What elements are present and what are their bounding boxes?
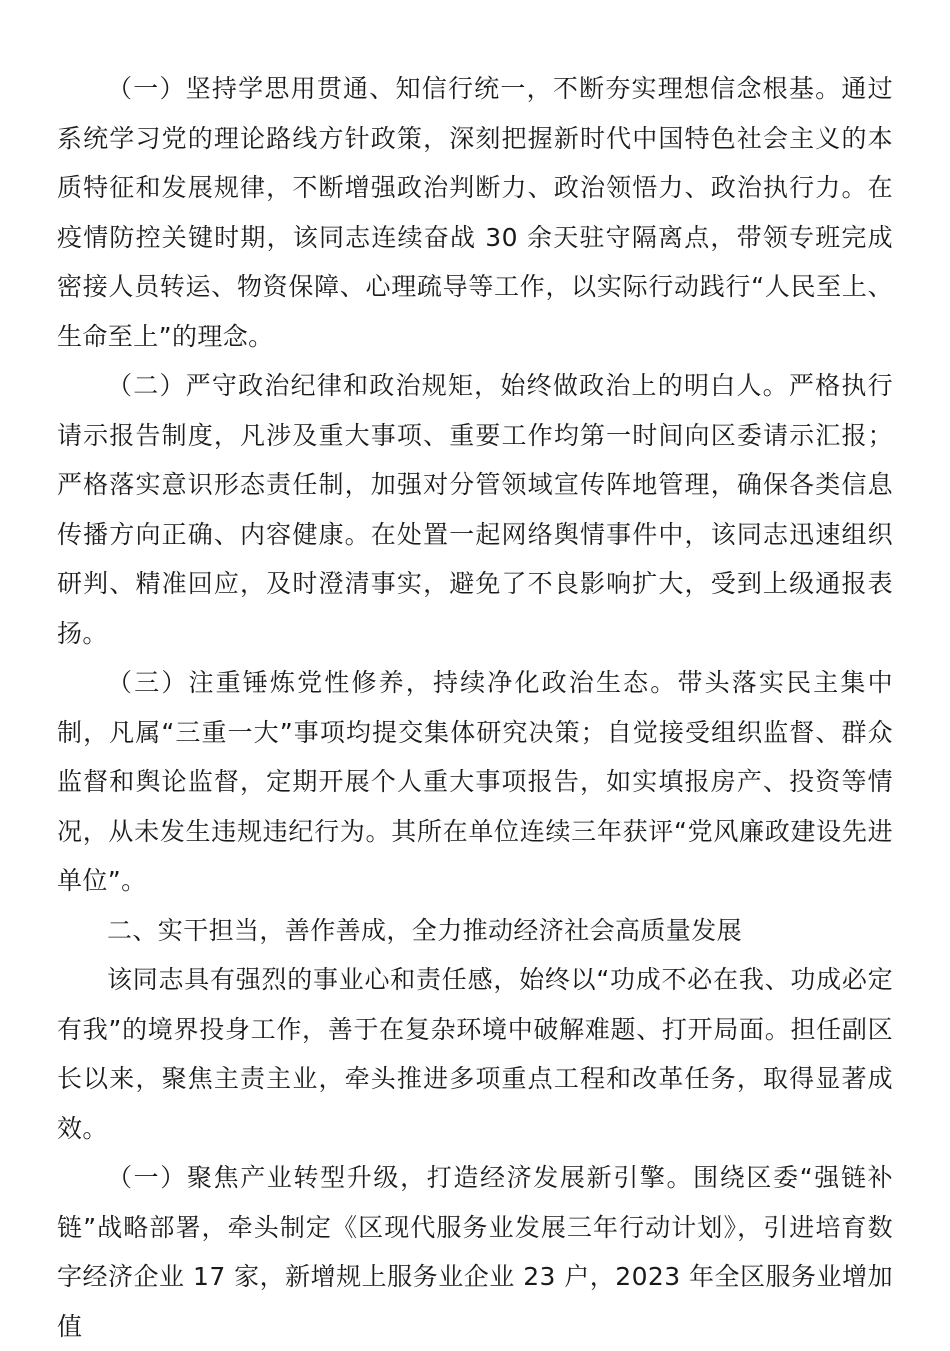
document-body [57,64,893,1351]
paragraph-section-two-intro: 该同志具有强烈的事业心和责任感，始终以“功成不必在我、功成必定有我”的境界投身工作，善于在复杂环境中破解难题、打开局面。担任副区长以来，聚焦主责主业，牵头推进多项重点工程和改革任务，取得显著成效。 [57,965,893,1143]
paragraph-political-discipline: （二）严守政治纪律和政治规矩，始终做政治上的明白人。严格执行请示报告制度，凡涉及重大事项、重要工作均第一时间向区委请示汇报；严格落实意识形态责任制，加强对分管领域宣传阵地管理，确保各类信息传播方向正确、内容健康。在处置一起网络舆情事件中，该同志迅速组织研判、精准回应，及时澄清事实，避免了不良影响扩大，受到上级通报表扬。 [57,371,893,648]
paragraph-party-spirit: （三）注重锤炼党性修养，持续净化政治生态。带头落实民主集中制，凡属“三重一大”事项均提交集体研究决策；自觉接受组织监督、群众监督和舆论监督，定期开展个人重大事项报告，如实填报房产、投资等情况，从未发生违规违纪行为。其所在单位连续三年获评“党风廉政建设先进单位”。 [57,668,893,895]
paragraph-political-belief: （一）坚持学思用贯通、知信行统一，不断夯实理想信念根基。通过系统学习党的理论路线方针政策，深刻把握新时代中国特色社会主义的本质特征和发展规律，不断增强政治判断力、政治领悟力、政治执行力。在疫情防控关键时期，该同志连续奋战 30 余天驻守隔离点，带领专班完成密接人员转运、物资保障、心理疏导等工作，以实际行动践行“人民至上、生命至上”的理念。 [57,74,893,351]
paragraph-industry-upgrade: （一）聚焦产业转型升级，打造经济发展新引擎。围绕区委“强链补链”战略部署，牵头制定《区现代服务业发展三年行动计划》，引进培育数字经济企业 17 家，新增规上服务业企业 23 户，2023 年全区服务业增加值 [57,1163,893,1341]
section-heading-two: 二、实干担当，善作善成，全力推动经济社会高质量发展 [107,915,743,945]
